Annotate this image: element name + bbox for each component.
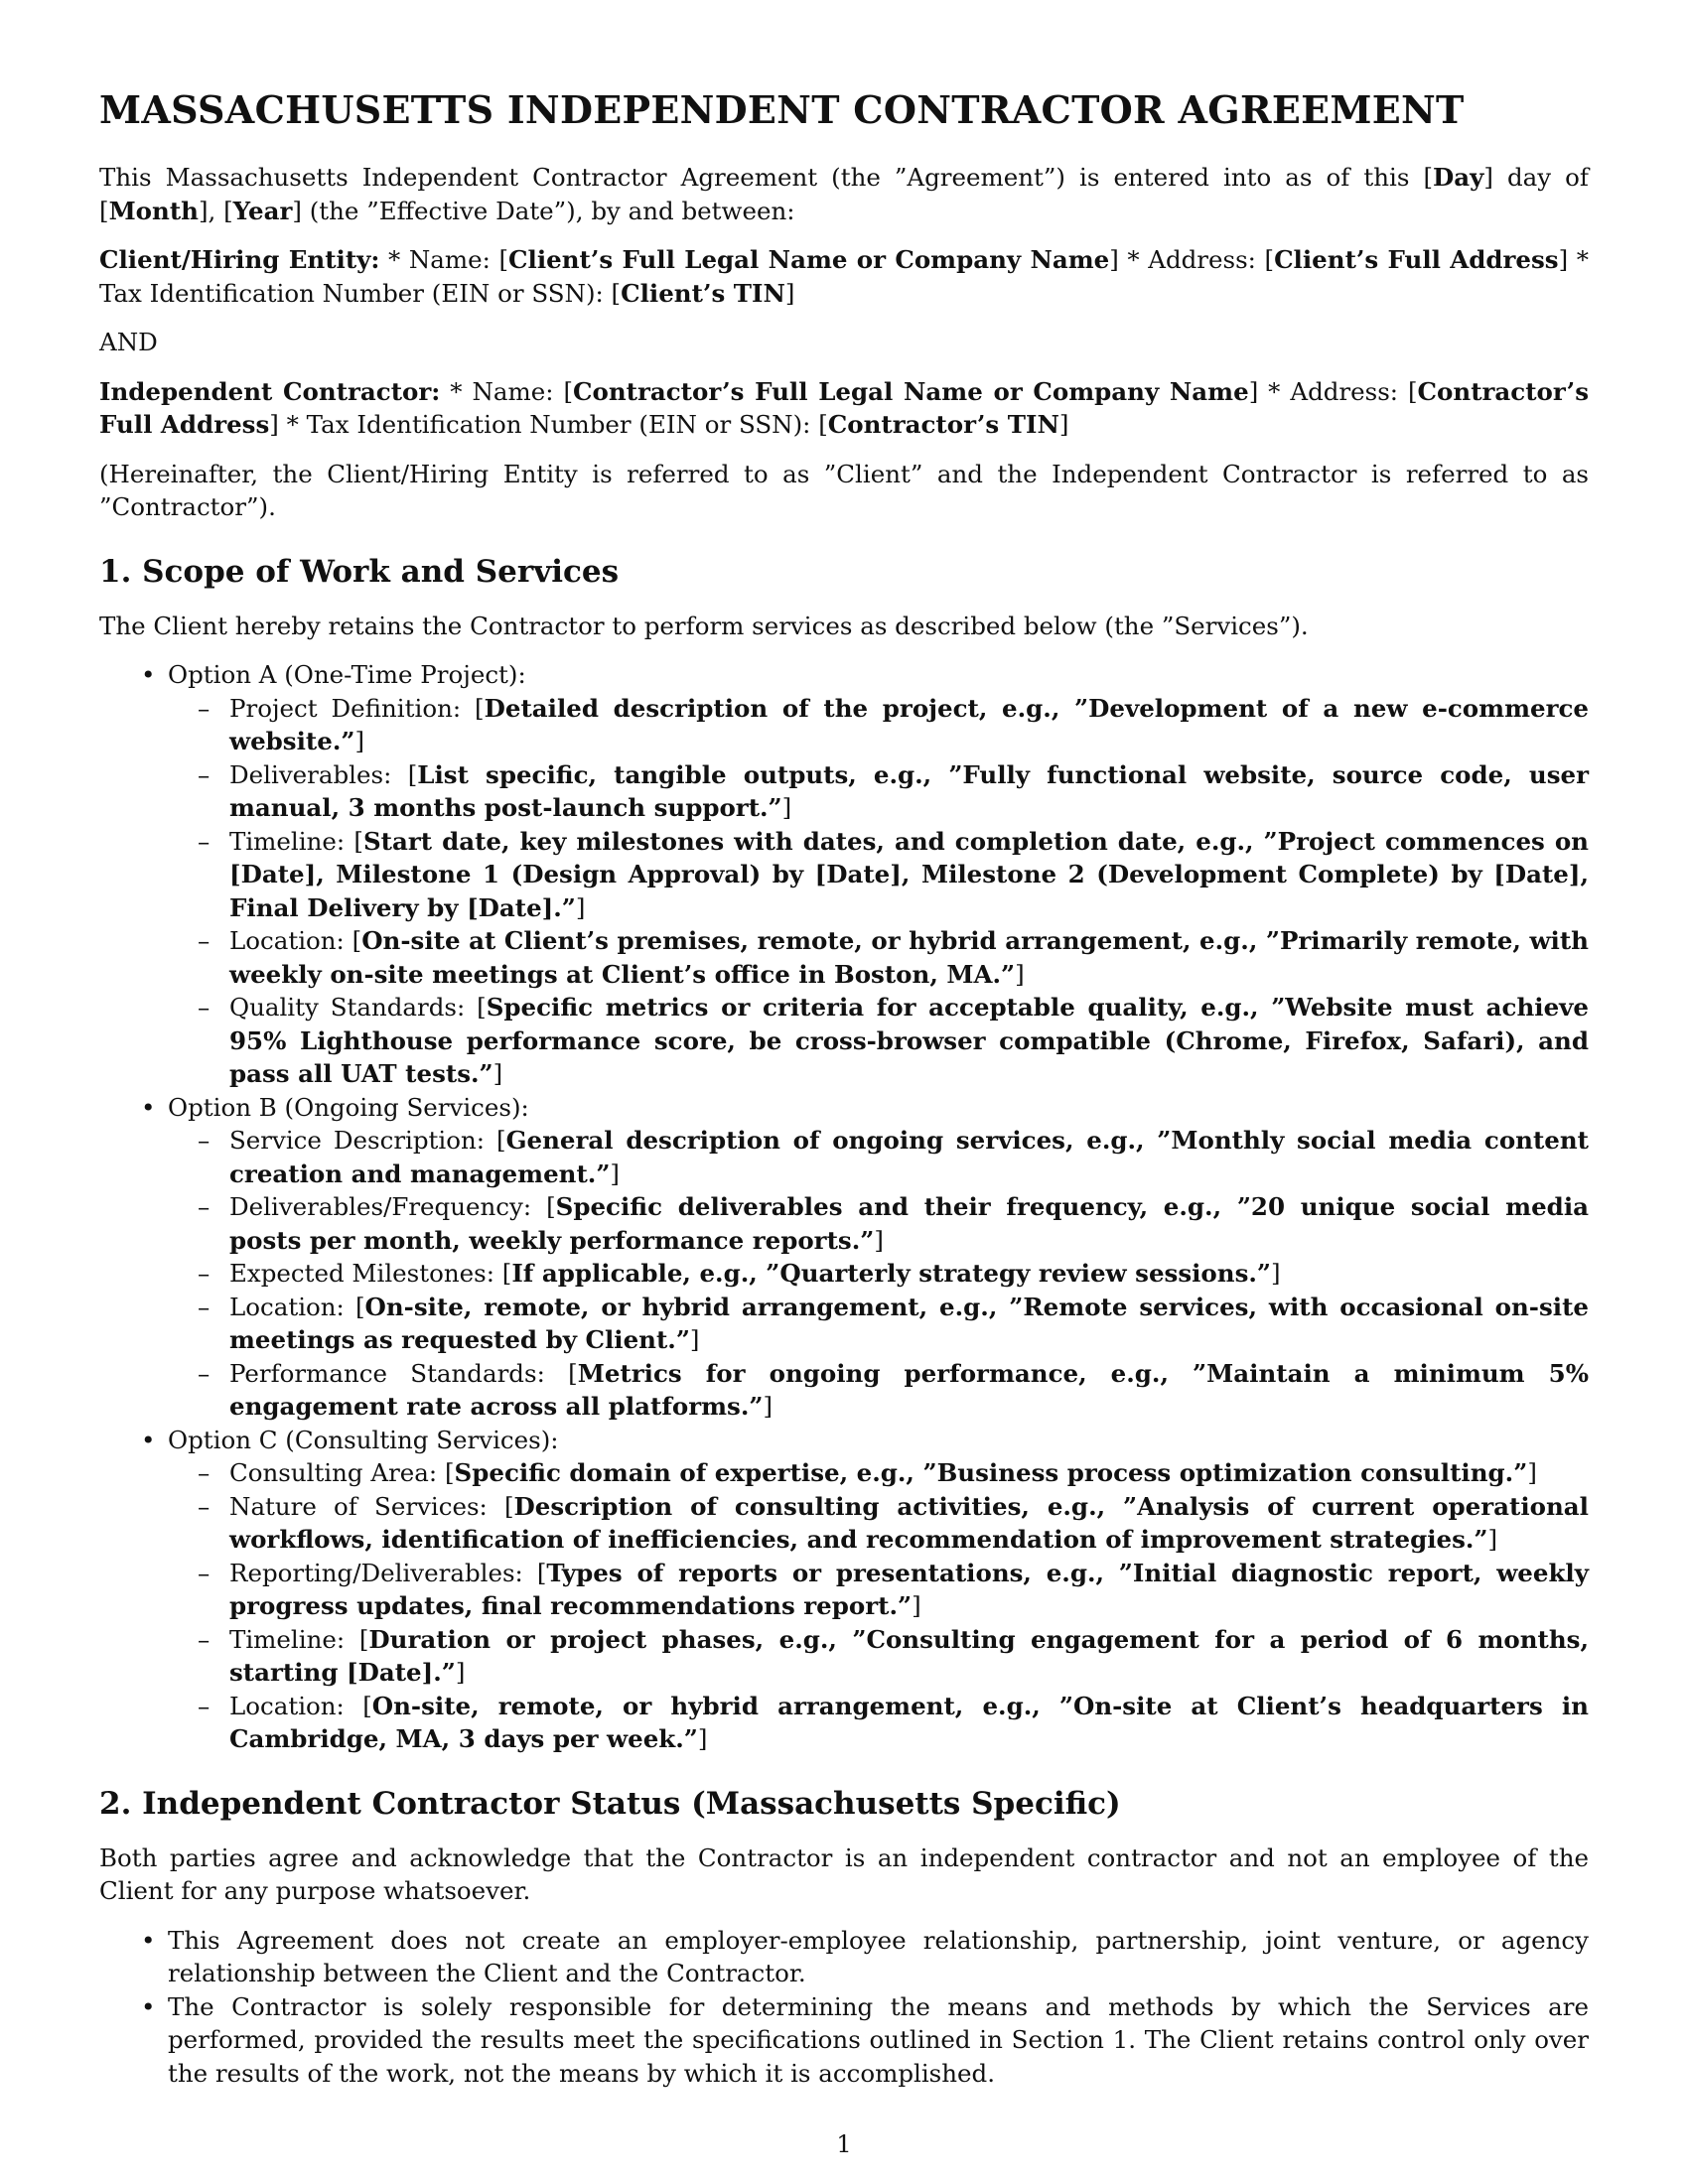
- detail-placeholder: Specific deliverables and their frequency, e.g., ”20 unique social media posts per month, weekly performance reports.”: [229, 1192, 1589, 1255]
- detail-placeholder: General description of ongoing services, e.g., ”Monthly social media content creation and management.”: [229, 1126, 1590, 1188]
- detail-label: Expected Milestones:: [229, 1259, 494, 1288]
- option-item: [99, 658, 1589, 1091]
- client-address-placeholder: Client’s Full Address: [1274, 245, 1559, 274]
- option-detail-list: [168, 1456, 1589, 1756]
- option-detail-item: – Location: [On-site, remote, or hybrid arrangement, e.g., ”On-site at Client’s headquarters in Cambridge, MA, 3 days per week.”]: [168, 1690, 1589, 1756]
- option-detail-list: [168, 1124, 1589, 1424]
- client-tin-placeholder: Client’s TIN: [621, 278, 785, 308]
- year-placeholder: Year: [232, 196, 293, 225]
- detail-label: Performance Standards:: [229, 1358, 545, 1388]
- option-item: [99, 1091, 1589, 1424]
- contractor-tin-placeholder: Contractor’s TIN: [827, 410, 1059, 439]
- detail-placeholder: Specific metrics or criteria for acceptable quality, e.g., ”Website must achieve 95% Lighthouse performance score, be cross-browser compatible (Chrome, Firefox, Safari), and pass all UAT tests.”: [229, 993, 1589, 1088]
- status-bullet: • The Contractor is solely responsible for determining the means and methods by which the Services are performed, provided the results meet the specifications outlined in Section 1. The Client retains control only over the results of the work, not the means by which it is accomplished.: [99, 1990, 1589, 2091]
- option-detail-item: – Deliverables/Frequency: [Specific deliverables and their frequency, e.g., ”20 unique social media posts per month, weekly performance reports.”]: [168, 1190, 1589, 1257]
- detail-label: Deliverables/Frequency:: [229, 1192, 532, 1221]
- section-2-heading: 2. Independent Contractor Status (Massachusetts Specific): [99, 1785, 1121, 1822]
- detail-label: Nature of Services:: [229, 1491, 488, 1521]
- document-page: [99, 87, 1589, 2090]
- detail-placeholder: On-site at Client’s premises, remote, or hybrid arrangement, e.g., ”Primarily remote, with weekly on-site meetings at Client’s office in Boston, MA.”: [229, 926, 1589, 989]
- detail-label: Location:: [229, 1292, 345, 1321]
- section-scope-of-work: [99, 552, 1589, 1756]
- status-bullet: • This Agreement does not create an employer-employee relationship, partnership, joint venture, or agency relationship between the Client and the Contractor.: [99, 1924, 1589, 1990]
- hereinafter-paragraph: (Hereinafter, the Client/Hiring Entity is referred to as ”Client” and the Independent Contractor is referred to as ”Contractor”).: [99, 459, 1589, 521]
- contractor-address-placeholder: Contractor’s Full Address: [99, 376, 1590, 439]
- option-detail-item: – Consulting Area: [Specific domain of expertise, e.g., ”Business process optimization consulting.”]: [168, 1456, 1589, 1490]
- document-title: MASSACHUSETTS INDEPENDENT CONTRACTOR AGREEMENT: [99, 87, 1465, 132]
- detail-label: Location:: [229, 926, 345, 955]
- and-separator: AND: [99, 328, 158, 356]
- detail-placeholder: Detailed description of the project, e.g., ”Development of a new e-commerce website.”: [229, 693, 1589, 755]
- detail-label: Location:: [229, 1691, 345, 1720]
- month-placeholder: Month: [108, 196, 199, 225]
- page-number: 1: [836, 2130, 852, 2158]
- detail-placeholder: Duration or project phases, e.g., ”Consulting engagement for a period of 6 months, starting [Date].”: [229, 1624, 1589, 1687]
- option-detail-item: – Timeline: [Duration or project phases, e.g., ”Consulting engagement for a period of 6 months, starting [Date].”]: [168, 1623, 1589, 1690]
- scope-options-list: [99, 658, 1589, 1756]
- detail-placeholder: If applicable, e.g., ”Quarterly strategy review sessions.”: [511, 1259, 1272, 1288]
- detail-label: Timeline:: [229, 826, 346, 856]
- day-placeholder: Day: [1433, 163, 1484, 192]
- option-item: [99, 1424, 1589, 1756]
- detail-label: Service Description:: [229, 1126, 486, 1155]
- detail-placeholder: Description of consulting activities, e.g., ”Analysis of current operational workflows, identification of inefficiencies, and recommendation of improvement strategies.”: [229, 1491, 1589, 1554]
- option-detail-item: – Project Definition: [Detailed description of the project, e.g., ”Development of a new e-commerce website.”]: [168, 692, 1589, 758]
- option-detail-item: – Service Description: [General description of ongoing services, e.g., ”Monthly social media content creation and management.”]: [168, 1124, 1589, 1190]
- contractor-label: Independent Contractor:: [99, 376, 441, 406]
- option-label: Option B (Ongoing Services):: [168, 1092, 529, 1122]
- status-bullet-list: [99, 1924, 1589, 2091]
- option-detail-item: – Reporting/Deliverables: [Types of reports or presentations, e.g., ”Initial diagnostic report, weekly progress updates, final recommendations report.”]: [168, 1557, 1589, 1623]
- option-detail-item: – Deliverables: [List specific, tangible outputs, e.g., ”Fully functional website, source code, user manual, 3 months post-launch support.”]: [168, 758, 1589, 825]
- client-name-placeholder: Client’s Full Legal Name or Company Name: [508, 245, 1110, 274]
- detail-label: Timeline:: [229, 1624, 346, 1654]
- client-label: Client/Hiring Entity:: [99, 245, 380, 274]
- option-detail-item: – Quality Standards: [Specific metrics or criteria for acceptable quality, e.g., ”Website must achieve 95% Lighthouse performance score, be cross-browser compatible (Chrome, Firefox, Safari), and pass all UAT tests.”]: [168, 991, 1589, 1091]
- detail-label: Deliverables:: [229, 759, 392, 789]
- intro-paragraph: This Massachusetts Independent Contractor Agreement (the ”Agreement”) is entered into as of this [Day] day of [Month], [Year] (the ”Effective Date”), by and between:: [99, 163, 1589, 225]
- detail-label: Project Definition:: [229, 693, 462, 723]
- option-label: Option A (One-Time Project):: [168, 660, 526, 689]
- section-1-intro: The Client hereby retains the Contractor to perform services as described below (the ”Services”).: [99, 611, 1309, 640]
- detail-placeholder: Specific domain of expertise, e.g., ”Business process optimization consulting.”: [454, 1458, 1528, 1487]
- option-detail-item: – Performance Standards: [Metrics for ongoing performance, e.g., ”Maintain a minimum 5% engagement rate across all platforms.”]: [168, 1357, 1589, 1424]
- section-contractor-status: [99, 1784, 1589, 2091]
- detail-label: Reporting/Deliverables:: [229, 1558, 523, 1587]
- detail-placeholder: Start date, key milestones with dates, and completion date, e.g., ”Project commences on [Date], Milestone 1 (Design Approval) by [Date], Milestone 2 (Development Complete) by [Date], Final Delivery by [Date].”: [229, 826, 1589, 922]
- section-2-intro: Both parties agree and acknowledge that the Contractor is an independent contractor and not an employee of the Client for any purpose whatsoever.: [99, 1843, 1589, 1905]
- section-1-heading: 1. Scope of Work and Services: [99, 553, 620, 590]
- detail-label: Quality Standards:: [229, 993, 466, 1022]
- contractor-block: Independent Contractor: * Name: [Contractor’s Full Legal Name or Company Name] * Address: [Contractor’s Full Address] * Tax Identification Number (EIN or SSN): [Contractor’s TIN]: [99, 376, 1590, 439]
- contractor-name-placeholder: Contractor’s Full Legal Name or Company Name: [573, 376, 1249, 406]
- client-block: Client/Hiring Entity: * Name: [Client’s Full Legal Name or Company Name] * Address: [Client’s Full Address] * Tax Identification Number (EIN or SSN): [Client’s TIN]: [99, 245, 1589, 308]
- detail-placeholder: Metrics for ongoing performance, e.g., ”Maintain a minimum 5% engagement rate across all platforms.”: [229, 1358, 1589, 1421]
- option-detail-item: – Location: [On-site at Client’s premises, remote, or hybrid arrangement, e.g., ”Primarily remote, with weekly on-site meetings at Client’s office in Boston, MA.”]: [168, 924, 1589, 991]
- detail-placeholder: On-site, remote, or hybrid arrangement, e.g., ”Remote services, with occasional on-site meetings as requested by Client.”: [229, 1292, 1589, 1354]
- option-label: Option C (Consulting Services):: [168, 1425, 559, 1454]
- detail-placeholder: Types of reports or presentations, e.g., ”Initial diagnostic report, weekly progress updates, final recommendations report.”: [229, 1558, 1589, 1620]
- detail-label: Consulting Area:: [229, 1458, 438, 1487]
- detail-placeholder: On-site, remote, or hybrid arrangement, e.g., ”On-site at Client’s headquarters in Cambridge, MA, 3 days per week.”: [229, 1691, 1589, 1753]
- option-detail-item: – Nature of Services: [Description of consulting activities, e.g., ”Analysis of current operational workflows, identification of inefficiencies, and recommendation of improvement strategies.”]: [168, 1490, 1589, 1557]
- detail-placeholder: List specific, tangible outputs, e.g., ”Fully functional website, source code, user manual, 3 months post-launch support.”: [229, 759, 1589, 822]
- option-detail-list: [168, 692, 1589, 1091]
- option-detail-item: – Location: [On-site, remote, or hybrid arrangement, e.g., ”Remote services, with occasional on-site meetings as requested by Client.”]: [168, 1291, 1589, 1357]
- option-detail-item: – Timeline: [Start date, key milestones with dates, and completion date, e.g., ”Project commences on [Date], Milestone 1 (Design Approval) by [Date], Milestone 2 (Development Complete) by [Date], Final Delivery by [Date].”]: [168, 825, 1589, 925]
- option-detail-item: – Expected Milestones: [If applicable, e.g., ”Quarterly strategy review sessions.”]: [168, 1257, 1589, 1291]
